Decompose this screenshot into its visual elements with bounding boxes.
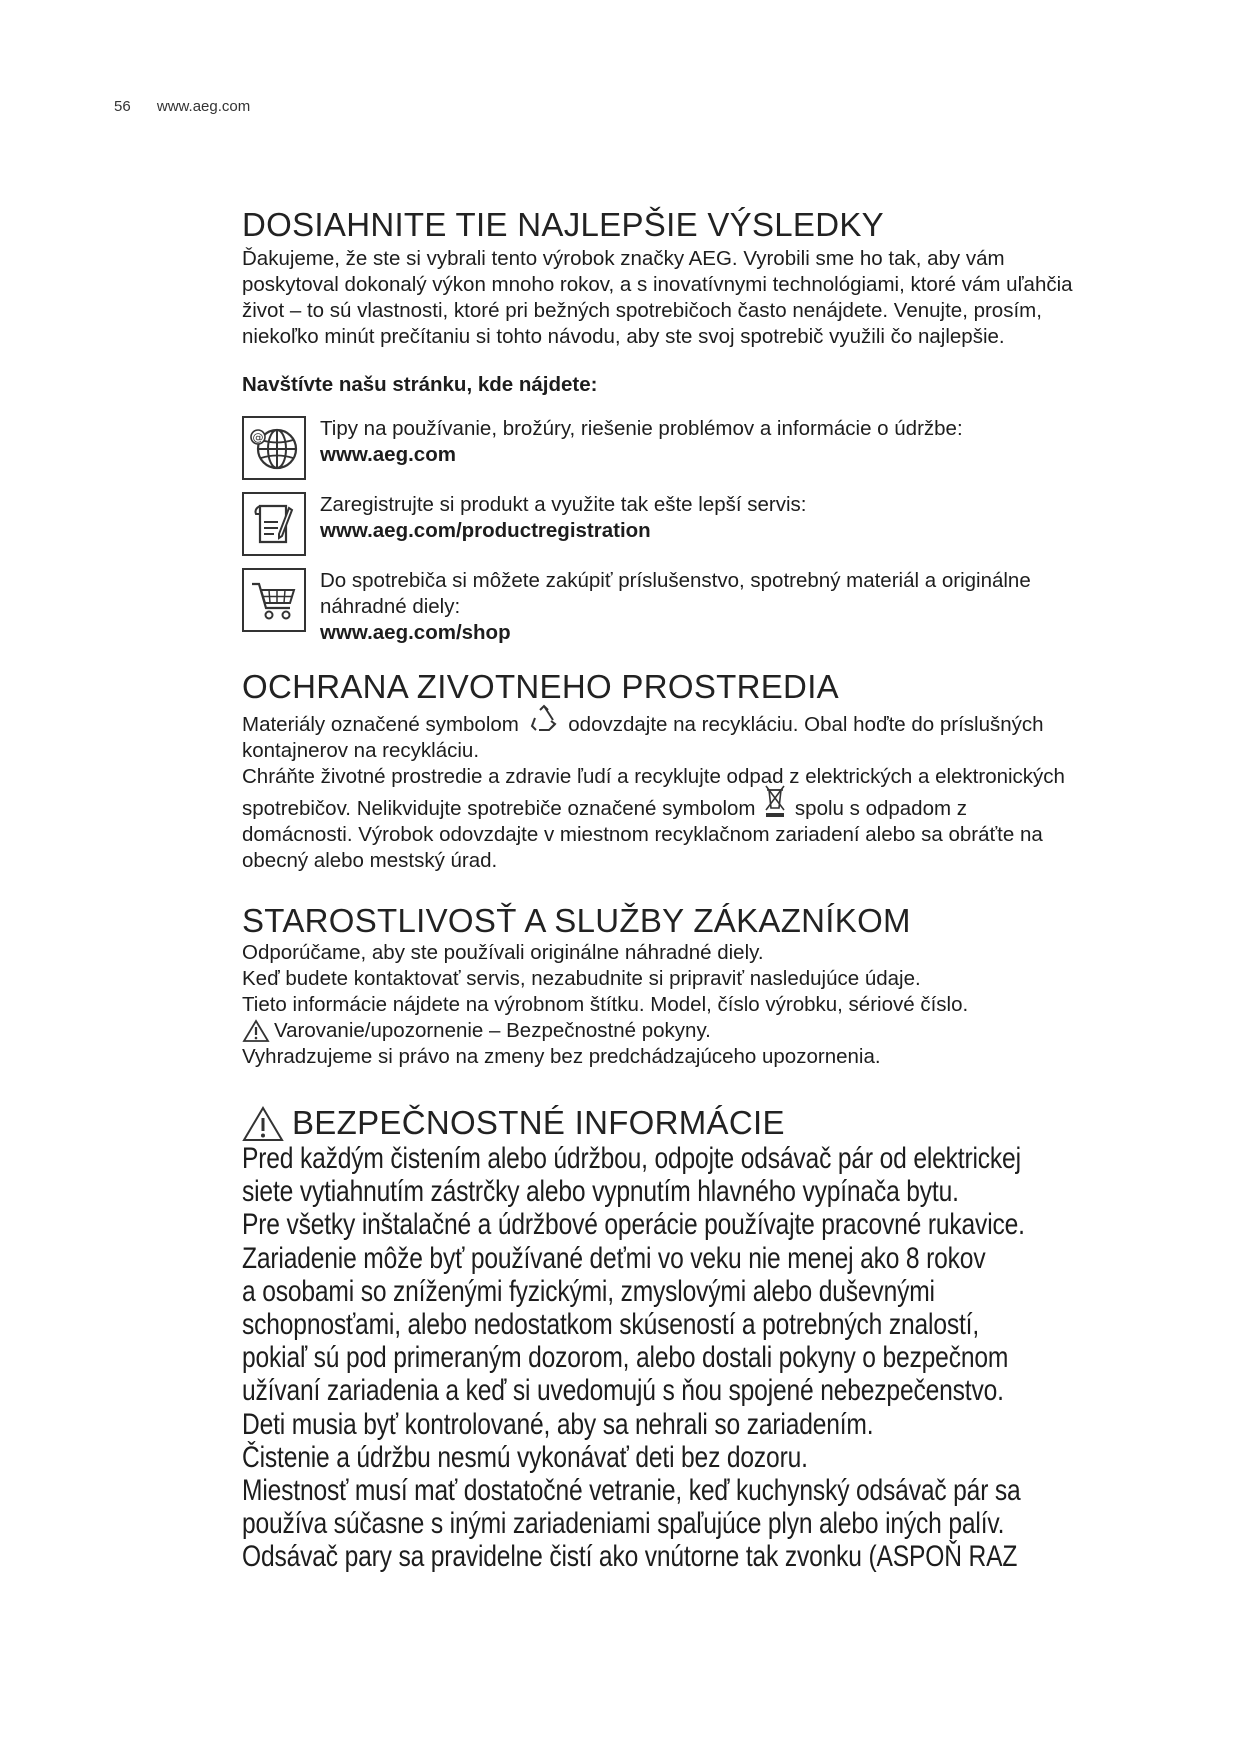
safety-body [242, 1142, 1142, 1574]
weee-bin-icon [763, 784, 787, 818]
care-line: Keď budete kontaktovať servis, nezabudnite si pripraviť nasledujúce údaje. [242, 967, 921, 990]
safety-line: užívaní zariadenia a keď si uvedomujú s ňou spojené nebezpečenstvo. [242, 1374, 1004, 1408]
intro-paragraph [242, 246, 1142, 350]
resource-text [320, 568, 1031, 646]
intro-line: život – to sú vlastnosti, ktoré pri bežných spotrebičoch často nenájdete. Venujte, prosím, [242, 299, 1042, 322]
safety-line: schopnosťami, alebo nedostatkom skúseností a potrebných znalostí, [242, 1308, 980, 1342]
resource-link[interactable]: www.aeg.com/productregistration [320, 519, 651, 542]
safety-line: Pred každým čistením alebo údržbou, odpojte odsávač pár od elektrickej [242, 1142, 1021, 1175]
shopping-cart-icon [242, 568, 306, 632]
safety-line: používa súčasne s inými zariadeniami spaľujúce plyn alebo iných palív. [242, 1507, 1005, 1541]
resource-link[interactable]: www.aeg.com [320, 443, 456, 466]
resource-text [320, 492, 807, 544]
resource-description: Do spotrebiča si môžete zakúpiť príslušenstvo, spotrebný materiál a originálne [320, 569, 1031, 592]
env-line [242, 796, 1142, 822]
env-text: odovzdajte na recykláciu. Obal hoďte do príslušných [568, 713, 1044, 736]
warning-icon [242, 1106, 284, 1142]
care-line: Odporúčame, aby ste používali originálne náhradné diely. [242, 941, 764, 964]
care-line: Vyhradzujeme si právo na zmeny bez predchádzajúceho upozornenia. [242, 1045, 881, 1068]
resource-description: Tipy na používanie, brožúry, riešenie problémov a informácie o údržbe: [320, 417, 963, 440]
safety-line: Čistenie a údržbu nesmú vykonávať deti bez dozoru. [242, 1440, 808, 1474]
section-environment [242, 668, 1142, 874]
env-line: obecný alebo mestský úrad. [242, 849, 498, 872]
page-header [114, 98, 250, 115]
safety-line: siete vytiahnutím zástrčky alebo vypnutím hlavného vypínača bytu. [242, 1175, 959, 1209]
care-text: Varovanie/upozornenie – Bezpečnostné pokyny. [274, 1019, 711, 1042]
intro-line: poskytoval dokonalý výkon mnoho rokov, a s inovatívnymi technológiami, ktoré vám uľahčia [242, 273, 1073, 296]
visit-heading: Navštívte našu stránku, kde nájdete: [242, 373, 598, 396]
env-text: Materiály označené symbolom [242, 713, 519, 736]
safety-line: Zariadenie môže byť používané deťmi vo veku nie menej ako 8 rokov [242, 1241, 986, 1275]
resource-description: Zaregistrujte si produkt a využite tak ešte lepší servis: [320, 493, 807, 516]
section-safety [242, 1104, 1142, 1574]
safety-line: Odsávač pary sa pravidelne čistí ako vnútorne tak zvonku (ASPOŇ RAZ [242, 1540, 1018, 1574]
registration-icon [242, 492, 306, 556]
env-line: domácnosti. Výrobok odovzdajte v miestnom recyklačnom zariadení alebo sa obráťte na [242, 823, 1043, 846]
safety-title-row [242, 1104, 1142, 1142]
resource-list [242, 416, 1142, 646]
resource-item-shop [242, 568, 1142, 646]
safety-line: a osobami so zníženými fyzickými, zmyslovými alebo duševnými [242, 1274, 935, 1308]
section-title-customer-care: STAROSTLIVOSŤ A SLUŽBY ZÁKAZNÍKOM [242, 902, 911, 939]
env-text: spolu s odpadom z [794, 797, 967, 820]
section-best-results [242, 206, 1142, 646]
resource-item-registration [242, 492, 1142, 556]
env-line: Chráňte životné prostredie a zdravie ľudí a recyklujte odpad z elektrických a elektronických [242, 765, 1065, 788]
page-content [242, 206, 1142, 1574]
section-title-environment: OCHRANA ZIVOTNEHO PROSTREDIA [242, 668, 839, 705]
warning-icon [242, 1019, 270, 1043]
safety-line: pokiaľ sú pod primeraným dozorom, alebo dostali pokyny o bezpečnom [242, 1341, 1009, 1375]
svg-text:@: @ [252, 431, 264, 444]
header-site[interactable]: www.aeg.com [156, 98, 251, 115]
safety-line: Deti musia byť kontrolované, aby sa nehrali so zariadením. [242, 1407, 874, 1441]
care-line: Tieto informácie nájdete na výrobnom štítku. Model, číslo výrobku, sériové číslo. [242, 993, 969, 1016]
resource-description: náhradné diely: [320, 595, 461, 618]
globe-icon [242, 416, 306, 480]
safety-line: Pre všetky inštalačné a údržbové operácie používajte pracovné rukavice. [242, 1208, 1025, 1242]
section-title-safety: BEZPEČNOSTNÉ INFORMÁCIE [292, 1104, 785, 1141]
section-customer-care [242, 902, 1142, 1070]
env-text: spotrebičov. Nelikvidujte spotrebiče označené symbolom [242, 797, 756, 820]
resource-link[interactable]: www.aeg.com/shop [320, 621, 511, 644]
safety-line: Miestnosť musí mať dostatočné vetranie, keď kuchynský odsávač pár sa [242, 1474, 1021, 1508]
intro-line: niekoľko minút prečítaniu si tohto návodu, aby ste svoj spotrebič využili čo najlepšie. [242, 325, 1005, 348]
resource-item-tips [242, 416, 1142, 480]
intro-line: Ďakujeme, že ste si vybrali tento výrobok značky AEG. Vyrobili sme ho tak, aby vám [242, 247, 1005, 270]
page-number: 56 [114, 98, 131, 115]
section-title-best-results: DOSIAHNITE TIE NAJLEPŠIE VÝSLEDKY [242, 206, 884, 243]
resource-text [320, 416, 963, 468]
care-warning-line [242, 1018, 1142, 1044]
recycle-icon [529, 704, 559, 734]
env-line: kontajnerov na recykláciu. [242, 739, 480, 762]
env-line [242, 712, 1142, 738]
